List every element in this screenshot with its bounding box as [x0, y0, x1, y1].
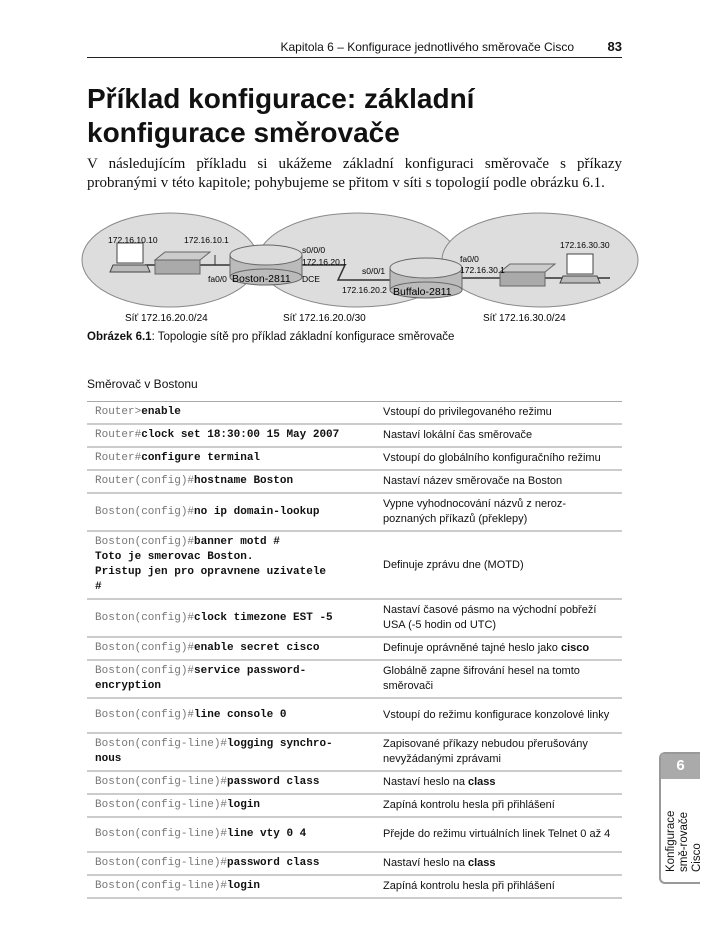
table-row	[87, 698, 622, 733]
label: fa0/0	[208, 274, 227, 284]
description-cell	[375, 852, 622, 875]
description: Vypne vyhodnocování názvů z neroz-poznaných příkazů (překlepy)	[383, 498, 567, 525]
command: service password-	[194, 665, 307, 677]
label: Boston-2811	[232, 273, 291, 285]
description-cell	[375, 660, 622, 698]
description: Přejde do režimu virtuálních linek Telnet 0 až 4	[383, 828, 611, 840]
table-row	[87, 402, 622, 425]
command: configure terminal	[141, 452, 261, 464]
description-cell	[375, 698, 622, 733]
description: Vstoupí do globálního konfiguračního režimu	[383, 452, 601, 464]
description-cell	[375, 447, 622, 470]
running-header	[87, 38, 622, 58]
label: 172.16.20.1	[302, 257, 347, 267]
prompt: Router#	[95, 452, 142, 464]
command: password class	[227, 857, 320, 869]
description: Zapíná kontrolu hesla při přihlášení	[383, 799, 555, 811]
description-cell	[375, 599, 622, 637]
table-row	[87, 875, 622, 898]
table-row	[87, 637, 622, 660]
network-topology-figure	[80, 210, 640, 330]
prompt: Boston(config-line)#	[95, 799, 228, 811]
chapter-number: 6	[661, 754, 700, 779]
table-row	[87, 599, 622, 637]
command: banner motd #	[194, 536, 280, 548]
command-table	[87, 401, 622, 899]
command-continuation: #	[95, 581, 102, 593]
table-row	[87, 660, 622, 698]
description: Nastaví heslo na	[383, 857, 468, 869]
label: 172.16.30.1	[460, 265, 505, 275]
command: logging synchro-	[227, 738, 333, 750]
section-title: Příklad konfigurace: základní konfigurace směrovače	[87, 83, 475, 148]
command: enable secret cisco	[194, 642, 320, 654]
command-cell	[87, 852, 375, 875]
command-cell	[87, 493, 375, 531]
prompt: Boston(config)#	[95, 665, 195, 677]
description-cell	[375, 794, 622, 817]
description-cell	[375, 817, 622, 852]
table-row	[87, 470, 622, 493]
command-cell	[87, 875, 375, 898]
prompt: Router(config)#	[95, 475, 195, 487]
command-cell	[87, 402, 375, 425]
prompt: Boston(config-line)#	[95, 857, 228, 869]
command-cell	[87, 447, 375, 470]
command: line console 0	[194, 709, 287, 721]
command: no ip domain-lookup	[194, 505, 320, 518]
command-continuation: Toto je smerovac Boston.	[95, 551, 254, 563]
chapter-side-tab	[659, 752, 703, 884]
description-keyword: cisco	[560, 642, 590, 654]
description: Vstoupí do režimu konfigurace konzolové linky	[383, 709, 610, 721]
prompt: Boston(config-line)#	[95, 738, 228, 750]
description-cell	[375, 493, 622, 531]
command-cell	[87, 660, 375, 698]
label: Buffalo-2811	[393, 286, 452, 298]
table-row	[87, 493, 622, 531]
prompt: Boston(config)#	[95, 611, 195, 624]
description-keyword: class	[468, 857, 496, 869]
prompt: Boston(config)#	[95, 642, 195, 654]
command-cell	[87, 424, 375, 447]
network-label: Síť 172.16.30.0/24	[483, 313, 566, 324]
description-cell	[375, 875, 622, 898]
command-cell	[87, 794, 375, 817]
prompt: Boston(config-line)#	[95, 776, 228, 788]
command-continuation: encryption	[95, 680, 162, 692]
network-label: Síť 172.16.20.0/24	[125, 313, 208, 324]
table-row	[87, 447, 622, 470]
table-row	[87, 817, 622, 852]
label: 172.16.30.30	[560, 240, 610, 250]
command: enable	[141, 406, 181, 418]
command-cell	[87, 733, 375, 771]
command-cell	[87, 599, 375, 637]
description: Nastaví lokální čas směrovače	[383, 429, 533, 441]
description-cell	[375, 733, 622, 771]
caption-text: : Topologie sítě pro příklad základní konfigurace směrovače	[151, 331, 455, 343]
chapter-tab-label: Konfigurace smě-rovače Cisco	[665, 810, 703, 872]
figure-caption	[87, 331, 454, 343]
command: hostname Boston	[194, 475, 294, 487]
label: 172.16.20.2	[342, 285, 387, 295]
table-row	[87, 794, 622, 817]
prompt: Boston(config)#	[95, 709, 195, 721]
description-keyword: class	[468, 776, 496, 788]
intro-paragraph: V následujícím příkladu si ukážeme základní konfiguraci směrovače s příkazy probranými v této kapitole; pohybujeme se přitom v síti s topologií podle obrázku 6.1.	[87, 156, 622, 191]
label: s0/0/0	[302, 245, 326, 255]
command-cell	[87, 637, 375, 660]
command: clock set 18:30:00 15 May 2007	[141, 429, 340, 441]
description: Definuje oprávněné tajné heslo jako	[383, 642, 561, 654]
description-cell	[375, 424, 622, 447]
page-number: 83	[607, 39, 622, 54]
prompt: Boston(config)#	[95, 536, 195, 548]
description-cell	[375, 531, 622, 599]
label: 172.16.10.1	[184, 235, 229, 245]
table-row	[87, 733, 622, 771]
command-cell	[87, 817, 375, 852]
description: Zapíná kontrolu hesla při přihlášení	[383, 880, 555, 892]
description-cell	[375, 637, 622, 660]
network-label: Síť 172.16.20.0/30	[283, 313, 366, 324]
prompt: Boston(config)#	[95, 505, 195, 518]
description: Vstoupí do privilegovaného režimu	[383, 406, 552, 418]
table-row	[87, 771, 622, 794]
description-cell	[375, 771, 622, 794]
command-cell	[87, 698, 375, 733]
caption-label: Obrázek 6.1	[87, 331, 152, 343]
description-cell	[375, 470, 622, 493]
command: line vty 0 4	[227, 828, 307, 840]
command: login	[227, 880, 261, 892]
command-cell	[87, 470, 375, 493]
description: Nastaví název směrovače na Boston	[383, 475, 563, 487]
description: Nastaví časové pásmo na východní pobřeží USA (-5 hodin od UTC)	[383, 604, 597, 631]
table-row	[87, 852, 622, 875]
chapter-title: Kapitola 6 – Konfigurace jednotlivého směrovače Cisco	[280, 40, 574, 54]
command-cell	[87, 771, 375, 794]
prompt: Boston(config-line)#	[95, 880, 228, 892]
table-row	[87, 424, 622, 447]
command: clock timezone EST -5	[194, 611, 333, 624]
description: Zapisované příkazy nebudou přerušovány nevyžádanými zprávami	[383, 738, 588, 765]
description: Definuje zprávu dne (MOTD)	[383, 558, 524, 571]
label: DCE	[302, 274, 320, 284]
label: s0/0/1	[362, 266, 386, 276]
label: fa0/0	[460, 254, 479, 264]
command-continuation: Pristup jen pro opravnene uzivatele	[95, 566, 327, 578]
command: login	[227, 799, 261, 811]
prompt: Boston(config-line)#	[95, 828, 228, 840]
prompt: Router>	[95, 406, 142, 418]
description-cell	[375, 402, 622, 425]
prompt: Router#	[95, 429, 142, 441]
table-row	[87, 531, 622, 599]
command: password class	[227, 776, 320, 788]
label: 172.16.10.10	[108, 235, 158, 245]
command-continuation: nous	[95, 753, 122, 765]
description: Nastaví heslo na	[383, 776, 468, 788]
description: Globálně zapne šifrování hesel na tomto směrovači	[383, 665, 580, 692]
table-title: Směrovač v Bostonu	[87, 377, 198, 391]
command-cell	[87, 531, 375, 599]
